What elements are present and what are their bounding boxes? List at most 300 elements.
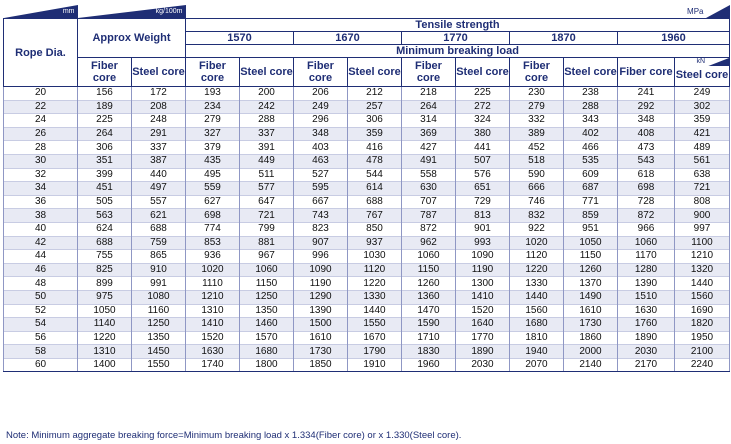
load-fiber-cell: 1110 [186,277,240,291]
load-fiber-cell: 369 [402,127,456,141]
load-fiber-cell: 427 [402,141,456,155]
rope-dia-cell: 32 [4,168,78,182]
unit-strength-label: MPa [687,7,704,16]
weight-fiber-cell: 306 [78,141,132,155]
weight-fiber-cell: 1310 [78,345,132,359]
load-fiber-cell: 1630 [618,304,675,318]
load-steel-cell: 449 [240,154,294,168]
load-steel-cell: 687 [564,182,618,196]
load-fiber-cell: 279 [186,114,240,128]
load-steel-cell: 1090 [456,250,510,264]
load-steel-cell: 1120 [348,263,402,277]
load-fiber-cell: 1310 [186,304,240,318]
load-steel-cell: 359 [348,127,402,141]
load-steel-cell: 1100 [675,236,730,250]
load-steel-cell: 993 [456,236,510,250]
load-fiber-cell: 962 [402,236,456,250]
load-fiber-cell: 327 [186,127,240,141]
load-fiber-cell: 473 [618,141,675,155]
weight-fiber-cell: 505 [78,195,132,209]
weight-fiber-cell: 451 [78,182,132,196]
load-steel-cell: 1320 [675,263,730,277]
table-row [4,141,730,155]
load-steel-cell: 900 [675,209,730,223]
load-fiber-cell: 463 [294,154,348,168]
weight-steel-cell: 991 [132,277,186,291]
load-fiber-cell: 559 [186,182,240,196]
load-steel-cell: 967 [240,250,294,264]
load-steel-cell: 729 [456,195,510,209]
load-fiber-cell: 1520 [186,331,240,345]
load-fiber-cell: 666 [510,182,564,196]
load-fiber-cell: 872 [402,222,456,236]
load-steel-cell: 1860 [564,331,618,345]
load-fiber-cell: 667 [294,195,348,209]
load-steel-cell: 1260 [564,263,618,277]
load-fiber-cell: 787 [402,209,456,223]
load-steel-cell: 2100 [675,345,730,359]
table-row [4,345,730,359]
load-steel-cell: 1250 [240,290,294,304]
table-row [4,100,730,114]
load-fiber-cell: 630 [402,182,456,196]
load-fiber-cell: 1560 [510,304,564,318]
load-steel-cell: 2140 [564,358,618,372]
weight-steel-cell: 759 [132,236,186,250]
weight-steel-cell: 1250 [132,318,186,332]
load-steel-cell: 380 [456,127,510,141]
load-fiber-cell: 1710 [402,331,456,345]
load-fiber-cell: 707 [402,195,456,209]
weight-steel-cell: 337 [132,141,186,155]
load-steel-cell: 1190 [456,263,510,277]
load-fiber-cell: 241 [618,87,675,101]
rope-dia-cell: 58 [4,345,78,359]
unit-dia-label: mm [62,8,75,15]
load-steel-cell: 1440 [348,304,402,318]
grade-header-1960: 1960 [618,32,730,45]
wire-rope-spec-table [3,5,730,372]
weight-fiber-cell: 688 [78,236,132,250]
weight-steel-cell: 557 [132,195,186,209]
load-steel-cell: 937 [348,236,402,250]
weight-steel-cell: 621 [132,209,186,223]
rope-dia-cell: 30 [4,154,78,168]
load-fiber-cell: 491 [402,154,456,168]
load-steel-cell: 200 [240,87,294,101]
load-fiber-cell: 543 [618,154,675,168]
rope-dia-cell: 26 [4,127,78,141]
weight-steel-core-header: Steel core [132,58,186,87]
load-fiber-cell: 558 [402,168,456,182]
unit-weight-bar [78,5,186,19]
load-fiber-cell: 389 [510,127,564,141]
weight-fiber-cell: 189 [78,100,132,114]
weight-fiber-cell: 1220 [78,331,132,345]
table-row [4,114,730,128]
rope-dia-cell: 60 [4,358,78,372]
load-steel-cell: 561 [675,154,730,168]
grade-header-1670: 1670 [294,32,402,45]
load-fiber-cell: 452 [510,141,564,155]
load-fiber-cell: 618 [618,168,675,182]
load-steel-cell: 1800 [240,358,294,372]
spec-table-body [4,87,730,372]
weight-steel-cell: 1350 [132,331,186,345]
load-fiber-cell: 527 [294,168,348,182]
weight-fiber-cell: 1050 [78,304,132,318]
weight-fiber-cell: 156 [78,87,132,101]
rope-dia-cell: 48 [4,277,78,291]
load-fiber-cell: 1730 [294,345,348,359]
load-steel-cell: 1610 [564,304,618,318]
load-steel-cell: 306 [348,114,402,128]
load-fiber-cell: 2030 [618,345,675,359]
rope-dia-cell: 38 [4,209,78,223]
load-steel-cell: 614 [348,182,402,196]
load-fiber-cell: 1020 [510,236,564,250]
load-fiber-cell: 264 [402,100,456,114]
load-fiber-cell: 1220 [510,263,564,277]
weight-steel-cell: 688 [132,222,186,236]
load-steel-cell: 1490 [564,290,618,304]
load-steel-cell: 416 [348,141,402,155]
load-steel-cell: 651 [456,182,510,196]
load-steel-cell: 1300 [456,277,510,291]
rope-dia-cell: 36 [4,195,78,209]
table-row [4,209,730,223]
load-fiber-cell: 403 [294,141,348,155]
load-fiber-cell: 1470 [402,304,456,318]
load-fiber-cell: 698 [186,209,240,223]
load-steel-cell: 1640 [456,318,510,332]
weight-fiber-cell: 825 [78,263,132,277]
weight-fiber-cell: 1140 [78,318,132,332]
load-steel-cell: 1370 [564,277,618,291]
load-steel-cell: 1060 [240,263,294,277]
weight-steel-cell: 1160 [132,304,186,318]
load-steel-cell: 721 [675,182,730,196]
table-row [4,127,730,141]
load-steel-cell: 1350 [240,304,294,318]
load-fiber-cell: 1500 [294,318,348,332]
rope-dia-cell: 34 [4,182,78,196]
load-steel-cell: 511 [240,168,294,182]
load-fiber-cell: 1960 [402,358,456,372]
load-fiber-cell: 1590 [402,318,456,332]
weight-steel-cell: 1550 [132,358,186,372]
load-steel-cell: 771 [564,195,618,209]
load-steel-cell: 647 [240,195,294,209]
load-fiber-cell: 1090 [294,263,348,277]
load-steel-cell: 1790 [348,345,402,359]
rope-dia-cell: 52 [4,304,78,318]
load-steel-cell: 997 [675,222,730,236]
load-steel-cell: 1890 [456,345,510,359]
load-steel-cell: 767 [348,209,402,223]
load-fiber-cell: 1170 [618,250,675,264]
load-fiber-cell: 2070 [510,358,564,372]
load-steel-cell: 288 [564,100,618,114]
load-fiber-cell: 348 [294,127,348,141]
load-fiber-cell: 1940 [510,345,564,359]
table-row [4,154,730,168]
table-row [4,250,730,264]
load-fiber-cell: 728 [618,195,675,209]
load-fiber-cell: 218 [402,87,456,101]
rope-dia-cell: 44 [4,250,78,264]
load-steel-cell: 881 [240,236,294,250]
load-steel-cell: 1550 [348,318,402,332]
load-fiber-cell: 1330 [510,277,564,291]
load-steel-cell: 302 [675,100,730,114]
spec-table-wrapper [3,5,729,372]
load-fiber-cell: 435 [186,154,240,168]
load-fiber-cell: 279 [510,100,564,114]
load-steel-cell: 288 [240,114,294,128]
load-fiber-cell: 743 [294,209,348,223]
load-fiber-cell: 1830 [402,345,456,359]
load-steel-cell: 1150 [564,250,618,264]
load-steel-cell: 1670 [348,331,402,345]
load-steel-cell: 1460 [240,318,294,332]
load-fiber-cell: 379 [186,141,240,155]
load-steel-cell: 343 [564,114,618,128]
weight-fiber-cell: 624 [78,222,132,236]
load-steel-cell: 212 [348,87,402,101]
weight-steel-cell: 1080 [132,290,186,304]
load-steel-cell: 576 [456,168,510,182]
rope-dia-cell: 46 [4,263,78,277]
load-steel-cell: 1050 [564,236,618,250]
load-steel-cell: 901 [456,222,510,236]
rope-dia-cell: 28 [4,141,78,155]
load-fiber-cell: 1020 [186,263,240,277]
load-fiber-cell: 1390 [618,277,675,291]
load-fiber-cell: 1440 [510,290,564,304]
load-steel-cell: 1950 [675,331,730,345]
load-steel-cell: 249 [675,87,730,101]
table-row [4,182,730,196]
load-steel-cell: 2030 [456,358,510,372]
load-steel-cell: 850 [348,222,402,236]
weight-steel-cell: 440 [132,168,186,182]
unit-mpa-bar [186,5,730,19]
load-fiber-cell: 1850 [294,358,348,372]
load-fiber-cell: 1280 [618,263,675,277]
load-fiber-cell: 495 [186,168,240,182]
load-fiber-cell: 249 [294,100,348,114]
load-steel-cell: 1770 [456,331,510,345]
load-steel-core-header: Steel core [456,58,510,87]
load-steel-cell: 324 [456,114,510,128]
table-row [4,168,730,182]
table-row [4,304,730,318]
table-row [4,318,730,332]
rope-dia-cell: 56 [4,331,78,345]
load-fiber-core-header: Fiber core [510,58,564,87]
load-fiber-cell: 996 [294,250,348,264]
load-steel-cell: 1820 [675,318,730,332]
approx-weight-header: Approx Weight [78,19,186,58]
rope-dia-cell: 40 [4,222,78,236]
weight-steel-cell: 865 [132,250,186,264]
load-fiber-cell: 292 [618,100,675,114]
table-row [4,236,730,250]
load-steel-cell: 859 [564,209,618,223]
load-fiber-cell: 746 [510,195,564,209]
load-steel-cell: 535 [564,154,618,168]
load-steel-cell: 391 [240,141,294,155]
load-steel-cell: 402 [564,127,618,141]
unit-load-label: kN [696,58,705,65]
rope-dia-cell: 20 [4,87,78,101]
load-steel-cell: 638 [675,168,730,182]
load-steel-cell: 544 [348,168,402,182]
load-fiber-cell: 206 [294,87,348,101]
load-steel-cell: 1730 [564,318,618,332]
load-steel-core-header: Steel core [564,58,618,87]
load-fiber-cell: 1120 [510,250,564,264]
load-fiber-cell: 1410 [186,318,240,332]
load-steel-cell: 466 [564,141,618,155]
weight-steel-cell: 248 [132,114,186,128]
load-fiber-cell: 2170 [618,358,675,372]
load-fiber-cell: 627 [186,195,240,209]
load-fiber-cell: 1060 [402,250,456,264]
weight-fiber-cell: 264 [78,127,132,141]
load-fiber-cell: 314 [402,114,456,128]
load-steel-cell: 1560 [675,290,730,304]
load-steel-cell: 421 [675,127,730,141]
load-fiber-cell: 1150 [402,263,456,277]
load-fiber-cell: 907 [294,236,348,250]
load-steel-cell: 257 [348,100,402,114]
load-steel-cell: 478 [348,154,402,168]
load-fiber-cell: 853 [186,236,240,250]
weight-fiber-cell: 399 [78,168,132,182]
load-fiber-cell: 230 [510,87,564,101]
load-fiber-cell: 332 [510,114,564,128]
table-row [4,331,730,345]
load-fiber-cell: 518 [510,154,564,168]
load-fiber-cell: 1260 [402,277,456,291]
load-steel-cell: 1330 [348,290,402,304]
load-fiber-cell: 1390 [294,304,348,318]
load-fiber-cell: 1810 [510,331,564,345]
load-fiber-cell: 590 [510,168,564,182]
load-fiber-cell: 296 [294,114,348,128]
table-row [4,195,730,209]
load-fiber-cell: 1360 [402,290,456,304]
load-fiber-core-header: Fiber core [402,58,456,87]
load-steel-cell: 577 [240,182,294,196]
unit-weight-label: kg/100m [155,8,183,15]
weight-steel-cell: 172 [132,87,186,101]
load-fiber-cell: 408 [618,127,675,141]
rope-dia-cell: 22 [4,100,78,114]
weight-steel-cell: 387 [132,154,186,168]
table-row [4,358,730,372]
weight-steel-cell: 208 [132,100,186,114]
grade-header-1870: 1870 [510,32,618,45]
weight-steel-cell: 910 [132,263,186,277]
load-steel-cell: 1910 [348,358,402,372]
load-fiber-cell: 1760 [618,318,675,332]
load-steel-cell: 1220 [348,277,402,291]
rope-dia-cell: 24 [4,114,78,128]
load-steel-cell: 799 [240,222,294,236]
load-fiber-cell: 193 [186,87,240,101]
unit-mm-bar [4,5,78,19]
load-steel-cell: 238 [564,87,618,101]
weight-fiber-cell: 225 [78,114,132,128]
load-steel-cell: 489 [675,141,730,155]
rope-dia-cell: 54 [4,318,78,332]
load-steel-cell: 272 [456,100,510,114]
weight-fiber-core-header: Fiber core [78,58,132,87]
load-fiber-cell: 1060 [618,236,675,250]
load-fiber-cell: 1290 [294,290,348,304]
load-steel-cell: 242 [240,100,294,114]
min-breaking-load-header: Minimum breaking load [186,45,730,58]
load-steel-cell: 2240 [675,358,730,372]
load-fiber-cell: 1610 [294,331,348,345]
weight-fiber-cell: 899 [78,277,132,291]
load-fiber-cell: 966 [618,222,675,236]
load-steel-cell: 507 [456,154,510,168]
load-steel-cell: 1680 [240,345,294,359]
load-steel-core-header: Steel core [240,58,294,87]
load-fiber-cell: 1680 [510,318,564,332]
weight-steel-cell: 291 [132,127,186,141]
load-fiber-cell: 774 [186,222,240,236]
grade-header-1570: 1570 [186,32,294,45]
load-steel-cell: 441 [456,141,510,155]
load-fiber-cell: 595 [294,182,348,196]
load-fiber-cell: 1740 [186,358,240,372]
rope-dia-header: Rope Dia. [4,19,78,87]
load-steel-cell: 1520 [456,304,510,318]
load-steel-cell: 1410 [456,290,510,304]
load-steel-cell: 1570 [240,331,294,345]
footnote: Note: Minimum aggregate breaking force=Minimum breaking load x 1.334(Fiber core) or x 1.330(Steel core). [6,430,462,441]
weight-fiber-cell: 563 [78,209,132,223]
weight-fiber-cell: 1400 [78,358,132,372]
load-fiber-cell: 1190 [294,277,348,291]
rope-dia-cell: 50 [4,290,78,304]
load-steel-cell: 337 [240,127,294,141]
load-steel-cell: 688 [348,195,402,209]
load-fiber-cell: 1890 [618,331,675,345]
load-steel-cell: 1690 [675,304,730,318]
load-steel-cell: 1440 [675,277,730,291]
table-row [4,263,730,277]
weight-fiber-cell: 351 [78,154,132,168]
load-steel-cell: 2000 [564,345,618,359]
load-steel-cell: 808 [675,195,730,209]
load-steel-core-header: kN Steel core [675,58,730,87]
weight-steel-cell: 497 [132,182,186,196]
load-fiber-cell: 234 [186,100,240,114]
load-fiber-cell: 1510 [618,290,675,304]
load-steel-cell: 1150 [240,277,294,291]
load-steel-core-header: Steel core [348,58,402,87]
tensile-strength-header: Tensile strength [186,19,730,32]
load-steel-cell: 609 [564,168,618,182]
weight-fiber-cell: 975 [78,290,132,304]
weight-steel-cell: 1450 [132,345,186,359]
